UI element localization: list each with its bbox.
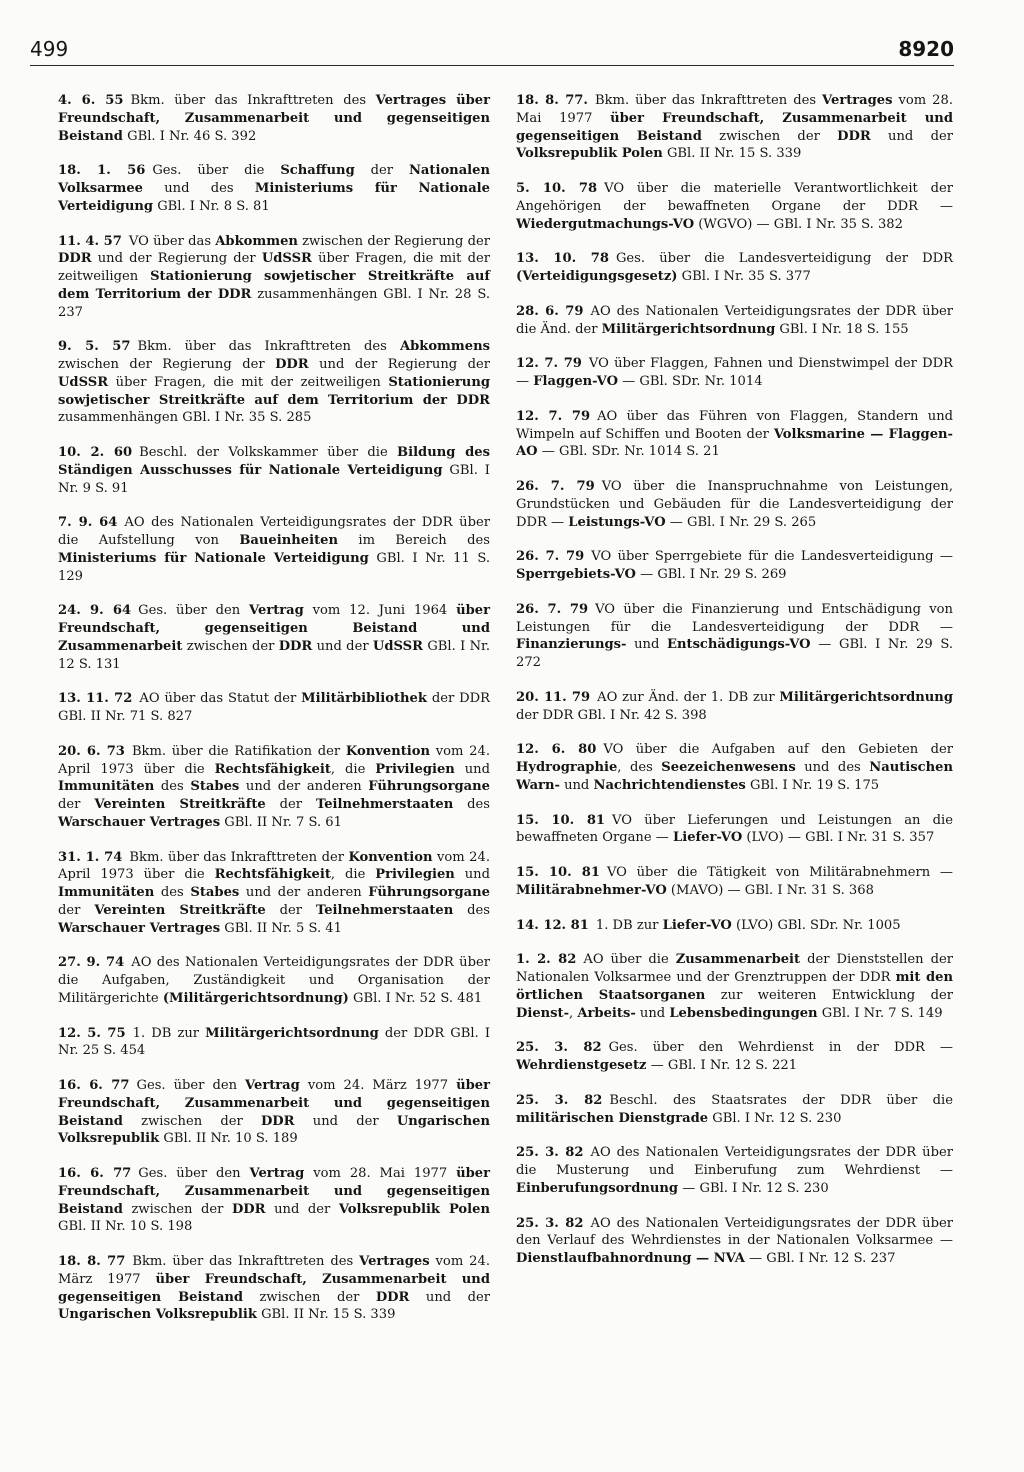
entry-keyword: Liefer-VO (673, 830, 743, 846)
entry-keyword: Ministeriums für Nationale Verteidigung (58, 181, 490, 214)
entry-text: der DDR GBl. II Nr. 71 S. 827 (58, 691, 490, 724)
entry-keyword: Ungarischen Volksrepublik (58, 1113, 490, 1147)
entry-text: AO zur Änd. der 1. DB zur (597, 689, 780, 705)
entry-keyword: Führungsorgane (368, 779, 490, 795)
entry-text: , des (617, 760, 662, 775)
entry-text: der (354, 163, 409, 179)
entry-text: zwischen der Regierung der (297, 233, 490, 249)
entry-text: AO des Nationalen Verteidigungsrates der DDR über die Musterung und Einberufung zum Wehrdienst — (516, 1145, 953, 1178)
entry-keyword: (Militärgerichtsordnung) (162, 990, 349, 1006)
page-header (30, 37, 954, 67)
entry-text: des (154, 779, 191, 795)
entry-keyword: Zusammenarbeit (675, 952, 801, 968)
entry-keyword: Sperrgebiets-VO (516, 567, 636, 582)
entry-date: 27. 9. 74 (58, 955, 125, 971)
entry-text: , (569, 1005, 578, 1021)
entry-keyword: DDR (837, 128, 871, 144)
entry-keyword: DDR (231, 1201, 266, 1217)
legal-entry (516, 864, 953, 900)
entry-text: Ges. über den (136, 1078, 246, 1093)
entry-text: , die (330, 761, 376, 777)
entry-text: VO über Flaggen, Fahnen und Dienstwimpel der DDR — (516, 356, 953, 389)
entry-keyword: Abkommen (215, 233, 298, 249)
legal-entry (516, 1144, 953, 1197)
entry-date: 25. 3. 82 (516, 1215, 584, 1231)
entry-text: — GBl. I Nr. 29 S. 265 (665, 514, 817, 530)
entry-keyword: Liefer-VO (662, 917, 732, 933)
entry-text: Bkm. über die Ratifikation der (131, 743, 346, 759)
entry-keyword: Nachrichtendienstes (593, 777, 746, 793)
entry-text: der (58, 902, 95, 918)
entry-keyword: Flaggen-VO (533, 374, 618, 389)
entry-text: Ges. über die Landesverteidigung der DDR (615, 251, 953, 267)
entry-keyword: Militärbibliothek (301, 691, 427, 707)
entry-text: Ges. über die (152, 163, 281, 179)
entry-keyword: Wiedergutmachungs-VO (516, 216, 695, 232)
entry-date: 12. 7. 79 (516, 408, 591, 424)
entry-text: — GBl. SDr. Nr. 1014 S. 21 (537, 444, 720, 460)
entry-text: im Bereich des (337, 533, 490, 548)
entry-keyword: Teilnehmerstaaten (315, 902, 454, 918)
entry-date: 13. 11. 72 (58, 691, 133, 707)
legal-entry (516, 92, 953, 163)
entry-keyword: Arbeits- (577, 1005, 636, 1021)
entry-text: AO des Nationalen Verteidigungsrates der DDR über die Aufgaben, Zuständigkeit und Organisation der Militärgerichte (58, 955, 490, 1006)
left-column (58, 92, 490, 1341)
entry-text: Bkm. über das Inkrafttreten des (137, 339, 400, 355)
legal-entry (516, 408, 953, 461)
entry-text: der (265, 902, 316, 918)
entry-keyword: mit den örtlichen Staatsorganen (516, 970, 953, 1003)
entry-date: 16. 6. 77 (58, 1166, 132, 1181)
entry-date: 31. 1. 74 (58, 849, 123, 865)
entry-text: zwischen der (182, 638, 279, 654)
entry-keyword: Ungarischen Volksrepublik (58, 1307, 257, 1323)
entry-text: zwischen der (122, 1113, 261, 1129)
legal-entry (516, 303, 953, 339)
entry-keyword: Seezeichenwesens (661, 760, 796, 775)
entry-text: und (454, 867, 490, 883)
entry-text: — GBl. I Nr. 12 S. 237 (744, 1251, 896, 1266)
legal-entry (516, 250, 953, 286)
entry-text: zwischen der (701, 128, 838, 144)
entry-keyword: Abkommens (399, 339, 490, 355)
entry-date: 9. 5. 57 (58, 339, 131, 355)
entry-keyword: Lebensbedingungen (669, 1005, 818, 1021)
entry-text: AO über die (583, 952, 676, 968)
entry-text: Beschl. des Staatsrates der DDR über die (609, 1092, 953, 1108)
legal-entry (58, 514, 490, 585)
entry-keyword: Entschädigungs-VO (667, 637, 811, 653)
entry-keyword: Nationalen Volksarmee (58, 163, 491, 196)
entry-date: 16. 6. 77 (58, 1078, 130, 1093)
entry-keyword: Finanzierungs- (516, 637, 627, 653)
entry-keyword: Volksrepublik Polen (516, 146, 663, 162)
entry-text: GBl. I Nr. 35 S. 377 (677, 269, 811, 284)
entry-text: GBl. II Nr. 15 S. 339 (662, 146, 802, 162)
entry-keyword: Privilegien (375, 761, 455, 777)
legal-entry (516, 917, 953, 935)
entry-date: 18. 8. 77 (58, 1254, 126, 1269)
entry-text: und der anderen (239, 779, 369, 795)
entry-keyword: Stationierung sowjetischer Streitkräfte auf dem Territorium der DDR (58, 269, 491, 302)
entry-keyword: UdSSR (58, 374, 109, 390)
header-rule (30, 65, 954, 66)
entry-text: zwischen der (122, 1201, 232, 1217)
entry-date: 12. 7. 79 (516, 356, 582, 372)
entry-keyword: UdSSR (372, 638, 423, 654)
entry-text: AO des Nationalen Verteidigungsrates der DDR über die Aufstellung von (58, 515, 490, 548)
entry-keyword: Vereinten Streitkräfte (94, 902, 266, 918)
entry-keyword: Bildung des Ständigen Ausschusses für Nationale Verteidigung (58, 445, 490, 478)
entry-text: zwischen der (243, 1289, 376, 1305)
entry-text: Beschl. der Volkskammer über die (139, 445, 398, 460)
entry-keyword: Einberufungsordnung (516, 1180, 679, 1196)
legal-entry (58, 602, 490, 673)
entry-text: und der (265, 1201, 339, 1217)
entry-text: über Fragen, die mit der zeitweiligen (58, 251, 490, 284)
entry-date: 14. 12. 81 (516, 917, 589, 933)
entry-text: vom 28. Mai 1977 (304, 1166, 457, 1181)
entry-keyword: Rechtsfähigkeit (214, 761, 331, 777)
entry-text: (LVO) GBl. SDr. Nr. 1005 (731, 917, 901, 933)
entry-keyword: Teilnehmerstaaten (315, 797, 454, 812)
entry-text: GBl. II Nr. 10 S. 198 (58, 1219, 193, 1235)
entry-text: vom 28. Mai 1977 (516, 93, 953, 126)
legal-entry (58, 1165, 490, 1236)
entry-text: und (454, 761, 490, 777)
entry-text: — GBl. I Nr. 12 S. 230 (678, 1180, 829, 1196)
entry-keyword: Nautischen Warn- (516, 760, 953, 793)
legal-entry (58, 92, 490, 145)
entry-text: und der Regierung der (91, 251, 262, 267)
entry-text: der DDR GBl. I Nr. 25 S. 454 (58, 1025, 490, 1059)
entry-text: AO über das Führen von Flaggen, Standern und Wimpeln auf Schiffen und Booten der (516, 408, 954, 442)
page-number-right: 8920 (898, 37, 954, 61)
page-number-left: 499 (30, 37, 69, 61)
entry-text: und der (312, 638, 373, 654)
legal-entry (58, 954, 490, 1007)
entry-text: des (453, 797, 490, 812)
entry-keyword: Militärgerichtsordnung (601, 321, 776, 337)
entry-text: VO über die Aufgaben auf den Gebieten der (603, 742, 953, 758)
legal-entry (516, 548, 953, 584)
entry-keyword: Vertrag (249, 603, 304, 619)
entry-text: (WGVO) — GBl. I Nr. 35 S. 382 (694, 216, 903, 232)
entry-keyword: über Freundschaft, Zusammenarbeit und gegenseitigen Beistand (58, 1166, 490, 1217)
entry-date: 7. 9. 64 (58, 515, 118, 531)
entry-text: und der (409, 1289, 490, 1305)
entry-text: und des (143, 181, 255, 196)
entry-keyword: Stationierung sowjetischer Streitkräfte auf dem Territorium der DDR (58, 374, 490, 408)
entry-text: vom 24. März 1977 (58, 1254, 490, 1287)
entry-text: der (265, 797, 316, 812)
entry-date: 15. 10. 81 (516, 865, 600, 880)
entry-text: Ges. über den Wehrdienst in der DDR — (608, 1040, 953, 1056)
entry-keyword: Vertrages über Freundschaft, Zusammenarbeit und gegenseitigen Beistand (58, 93, 491, 144)
entry-keyword: Warschauer Vertrages (58, 920, 221, 936)
entry-keyword: Immunitäten (58, 779, 155, 795)
entry-keyword: Dienstlaufbahnordnung — NVA (516, 1251, 745, 1266)
entry-date: 10. 2. 60 (58, 445, 133, 460)
entry-keyword: Warschauer Vertrages (58, 814, 221, 830)
entry-keyword: Leistungs-VO (568, 514, 666, 530)
entry-keyword: Vereinten Streitkräfte (94, 797, 266, 812)
entry-text: 1. DB zur (132, 1025, 206, 1041)
entry-keyword: DDR (58, 251, 92, 267)
entry-text: vom 24. April 1973 über die (58, 743, 490, 777)
entry-date: 25. 3. 82 (516, 1040, 602, 1056)
entry-keyword: (Verteidigungsgesetz) (516, 269, 678, 284)
entry-text: GBl. I Nr. 11 S. 129 (58, 550, 491, 584)
entry-text: und des (795, 760, 870, 775)
legal-entry (58, 690, 490, 726)
entry-text: GBl. I Nr. 12 S. 230 (708, 1110, 842, 1126)
entry-date: 11. 4. 57 (58, 233, 122, 249)
entry-text: VO über die materielle Verantwortlichkeit der Angehörigen der bewaffneten Organe der DDR — (516, 181, 953, 214)
entry-date: 25. 3. 82 (516, 1092, 603, 1108)
entry-keyword: Ministeriums für Nationale Verteidigung (58, 550, 369, 566)
entry-keyword: Militärgerichtsordnung (779, 689, 953, 705)
entry-keyword: über Freundschaft, Zusammenarbeit und gegenseitigen Beistand (58, 1078, 491, 1129)
entry-text: GBl. II Nr. 5 S. 41 (220, 920, 342, 936)
legal-entry (516, 478, 953, 531)
entry-text: GBl. I Nr. 8 S. 81 (153, 198, 270, 214)
entry-date: 13. 10. 78 (516, 251, 609, 267)
legal-entry (58, 444, 490, 497)
entry-keyword: Stabes (190, 779, 240, 795)
entry-keyword: Führungsorgane (368, 885, 490, 900)
entry-text: GBl. I Nr. 46 S. 392 (122, 128, 257, 144)
entry-date: 5. 10. 78 (516, 181, 598, 196)
entry-date: 15. 10. 81 (516, 812, 606, 828)
entry-keyword: Immunitäten (58, 885, 155, 900)
entry-text: GBl. II Nr. 15 S. 339 (256, 1307, 396, 1323)
entry-keyword: DDR (278, 638, 313, 654)
entry-text: zur weiteren Entwicklung der (705, 987, 953, 1003)
entry-text: und (626, 637, 668, 653)
entry-keyword: Konvention (348, 849, 433, 865)
entry-date: 18. 8. 77. (516, 93, 588, 108)
legal-entry (58, 1253, 490, 1324)
entry-text: VO über die Tätigkeit von Militärabnehmern — (606, 865, 953, 880)
entry-keyword: Schaffung (280, 163, 355, 179)
entry-text: zusammenhängen GBl. I Nr. 35 S. 285 (58, 410, 312, 426)
entry-keyword: DDR (375, 1289, 410, 1305)
entry-keyword: UdSSR (261, 251, 312, 267)
entry-text: VO über Lieferungen und Leistungen an die bewaffneten Organe — (516, 812, 953, 846)
legal-entry (516, 1215, 953, 1268)
legal-entry (516, 180, 953, 233)
entry-keyword: Stabes (190, 885, 240, 900)
entry-keyword: Hydrographie (516, 760, 618, 775)
entry-text: VO über die Inanspruchnahme von Leistungen, Grundstücken und Gebäuden für die Landesverteidigung der DDR — (516, 479, 953, 530)
entry-keyword: Vertrag (249, 1166, 305, 1181)
legal-entry (516, 741, 953, 794)
entry-keyword: Vertrages (359, 1254, 430, 1269)
legal-entry (516, 689, 953, 725)
entry-text: und der (870, 128, 953, 144)
entry-text: der Dienststellen der Nationalen Volksarmee und der Grenztruppen der DDR (516, 952, 953, 985)
entry-date: 12. 6. 80 (516, 742, 597, 758)
legal-entry (516, 951, 953, 1022)
legal-entry (58, 233, 490, 322)
entry-keyword: Volksrepublik Polen (338, 1201, 490, 1217)
entry-text: VO über das (128, 233, 216, 249)
entry-text: GBl. I Nr. 9 S. 91 (58, 462, 490, 496)
legal-entry (58, 162, 490, 215)
legal-entry (516, 355, 953, 391)
entry-keyword: DDR (260, 1113, 295, 1129)
entry-text: — GBl. I Nr. 29 S. 272 (516, 637, 954, 670)
entry-text: vom 12. Juni 1964 (303, 603, 457, 619)
legal-entry (58, 849, 490, 938)
legal-entry (58, 743, 490, 832)
entry-date: 24. 9. 64 (58, 603, 132, 619)
entry-text: — GBl. I Nr. 29 S. 269 (635, 567, 787, 582)
entry-text: und der (294, 1113, 397, 1129)
entry-date: 12. 5. 75 (58, 1025, 126, 1041)
entry-keyword: Privilegien (375, 867, 455, 883)
entry-text: der (58, 797, 95, 812)
entry-text: des (453, 902, 490, 918)
entry-text: Ges. über den (138, 603, 250, 619)
entry-text: AO über das Statut der (139, 691, 302, 707)
entry-text: AO des Nationalen Verteidigungsrates der DDR über die Änd. der (516, 303, 953, 337)
entry-date: 26. 7. 79 (516, 549, 585, 565)
legal-entry (516, 1092, 953, 1128)
entry-text: GBl. I Nr. 7 S. 149 (817, 1005, 943, 1021)
entry-keyword: DDR (275, 357, 309, 372)
entry-text: vom 24. April 1973 über die (58, 849, 490, 883)
entry-text: GBl. I Nr. 52 S. 481 (348, 990, 483, 1006)
legal-entry (58, 1077, 490, 1148)
entry-text: des (154, 885, 191, 900)
right-column (516, 92, 953, 1285)
entry-date: 25. 3. 82 (516, 1145, 584, 1161)
entry-text: , die (330, 867, 376, 883)
entry-date: 26. 7. 79 (516, 479, 595, 494)
entry-keyword: Vertrages (822, 93, 893, 108)
entry-keyword: Wehrdienstgesetz (516, 1058, 647, 1073)
entry-keyword: Militärgerichtsordnung (205, 1025, 379, 1041)
entry-date: 20. 11. 79 (516, 689, 591, 705)
legal-entry (58, 1025, 490, 1061)
entry-text: und der anderen (239, 885, 369, 900)
entry-date: 26. 7. 79 (516, 601, 589, 617)
entry-keyword: über Freundschaft, Zusammenarbeit und gegenseitigen Beistand (58, 1271, 490, 1305)
entry-keyword: Volksmarine — Flaggen-AO (516, 426, 953, 460)
entry-text: GBl. I Nr. 18 S. 155 (775, 321, 909, 337)
entry-text: zwischen der Regierung der (58, 357, 276, 372)
entry-date: 4. 6. 55 (58, 93, 124, 108)
entry-text: Bkm. über das Inkrafttreten des (132, 1254, 360, 1269)
entry-text: Ges. über den (138, 1166, 250, 1181)
legal-entry (516, 812, 953, 848)
entry-text: GBl. II Nr. 7 S. 61 (220, 814, 342, 830)
entry-text: vom 24. März 1977 (299, 1078, 457, 1093)
entry-date: 28. 6. 79 (516, 303, 584, 319)
entry-text: AO des Nationalen Verteidigungsrates der DDR über den Verlauf des Wehrdienstes in der Nationalen Volksarmee — (516, 1215, 953, 1249)
entry-text: (LVO) — GBl. I Nr. 31 S. 357 (742, 830, 935, 846)
legal-entry (516, 601, 953, 672)
entry-keyword: Militärabnehmer-VO (516, 882, 667, 898)
entry-text: GBl. II Nr. 10 S. 189 (159, 1131, 298, 1147)
entry-date: 20. 6. 73 (58, 743, 125, 759)
entry-text: VO über Sperrgebiete für die Landesverteidigung — (591, 549, 953, 565)
entry-keyword: über Freundschaft, gegenseitigen Beistand und Zusammenarbeit (58, 603, 490, 654)
entry-text: Bkm. über das Inkrafttreten der (129, 849, 349, 865)
entry-text: GBl. I Nr. 19 S. 175 (745, 777, 880, 793)
entry-keyword: über Freundschaft, Zusammenarbeit und gegenseitigen Beistand (516, 110, 953, 144)
entry-text: VO über die Finanzierung und Entschädigung von Leistungen für die Landesverteidigung der DDR — (516, 601, 953, 635)
entry-text: Bkm. über das Inkrafttreten des (594, 93, 823, 108)
entry-text: und der Regierung der (308, 357, 490, 372)
entry-text: und (559, 777, 594, 793)
entry-date: 18. 1. 56 (58, 163, 146, 179)
legal-entry (58, 338, 490, 427)
entry-keyword: Rechtsfähigkeit (214, 867, 331, 883)
entry-text: Bkm. über das Inkrafttreten des (130, 93, 376, 108)
entry-text: — GBl. SDr. Nr. 1014 (618, 374, 763, 389)
entry-text: GBl. I Nr. 12 S. 131 (58, 638, 491, 672)
entry-date: 1. 2. 82 (516, 952, 577, 968)
entry-text: und (635, 1005, 670, 1021)
entry-text: zusammenhängen GBl. I Nr. 28 S. 237 (58, 286, 490, 320)
entry-text: der DDR GBl. I Nr. 42 S. 398 (516, 707, 707, 723)
entry-keyword: militärischen Dienstgrade (516, 1110, 709, 1126)
entry-keyword: Dienst- (516, 1005, 570, 1021)
entry-keyword: Baueinheiten (239, 533, 338, 548)
entry-text: — GBl. I Nr. 12 S. 221 (646, 1058, 798, 1073)
entry-keyword: Konvention (345, 743, 431, 759)
entry-keyword: Vertrag (245, 1078, 300, 1093)
entry-text: (MAVO) — GBl. I Nr. 31 S. 368 (666, 882, 874, 898)
entry-text: über Fragen, die mit der zeitweiligen (108, 374, 389, 390)
entry-text: 1. DB zur (595, 917, 663, 933)
legal-entry (516, 1039, 953, 1075)
